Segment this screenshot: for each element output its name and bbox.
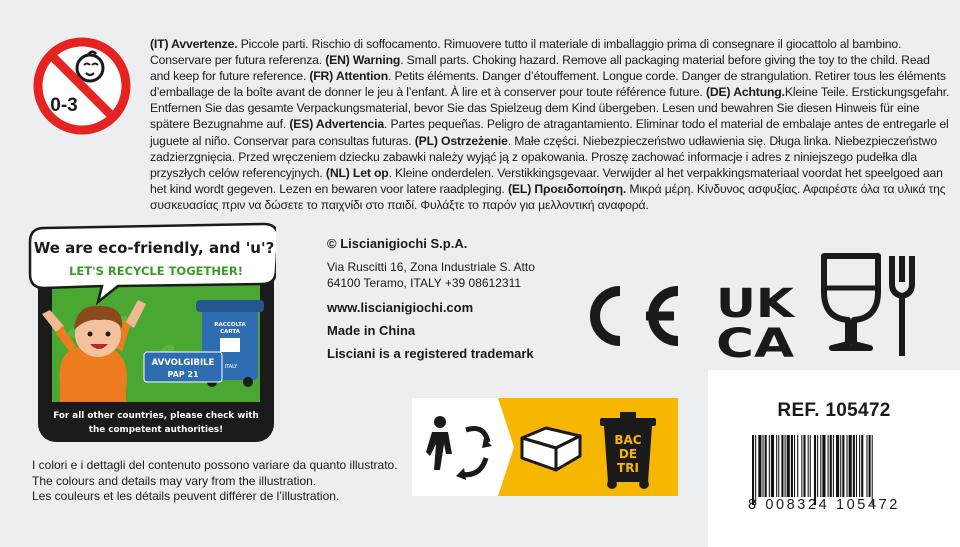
age-label: 0-3 xyxy=(50,95,78,116)
ukca-mark-icon xyxy=(716,283,796,359)
disclaimer-it: I colori e i dettagli del contenuto possono variare da quanto illustrato. xyxy=(32,458,398,472)
barcode-bar xyxy=(785,435,786,497)
barcode-bar xyxy=(872,435,873,505)
warning-lang-text: . Small parts. Choking hazard. Remove all packaging material before giving the toy to the child. Read and keep for future reference. xyxy=(150,53,930,84)
company-name: © Liscianigiochi S.p.A. xyxy=(327,236,468,251)
barcode-bar xyxy=(822,435,825,497)
barcode-bar xyxy=(856,435,857,497)
barcode-bar xyxy=(828,435,829,497)
barcode-bar xyxy=(765,435,767,497)
barcode-bar xyxy=(758,435,761,497)
warning-lang-label: (ES) Advertencia xyxy=(289,117,385,132)
disclaimer xyxy=(32,458,398,505)
barcode-bar xyxy=(755,435,756,505)
barcode-bar xyxy=(771,435,774,497)
barcode-bar xyxy=(817,435,818,497)
triman-bin-1: BAC xyxy=(614,433,642,447)
company-address-1: Via Ruscitti 16, Zona Industriale S. Atto xyxy=(327,260,535,274)
eco-tag-line1: AVVOLGIBILE xyxy=(151,358,215,368)
barcode-bar xyxy=(801,435,802,497)
warning-lang-text: . Kleine onderdelen. Verstikkingsgevaar. Verwijder al het verpakkingsmateriaal voordat het speelgoed aan het kind wordt gegeven. Lezen en bewaren voor latere raadpleging. xyxy=(150,165,943,196)
eco-footer-line2: the competent authorities! xyxy=(88,425,224,435)
eco-subhead: LET'S RECYCLE TOGETHER! xyxy=(69,264,243,278)
age-warning-icon xyxy=(32,36,132,136)
barcode-bar xyxy=(791,435,793,497)
warning-lang-label: (IT) Avvertenze. xyxy=(150,37,238,51)
barcode-bar xyxy=(830,435,832,497)
company-website[interactable]: www.liscianigiochi.com xyxy=(327,300,474,315)
barcode-bar xyxy=(842,435,844,497)
barcode-bar xyxy=(814,435,816,505)
company-info xyxy=(327,236,535,361)
barcode-bar xyxy=(853,435,855,497)
barcode-bar xyxy=(836,435,839,497)
ean-first-digit: 8 xyxy=(748,497,759,513)
eco-footer-line1: For all other countries, please check with xyxy=(53,411,259,421)
warning-lang-text: . Petits éléments. Danger d’étouffement. Longue corde. Danger de strangulation. Retirer tous les éléments d’emballage de la boîte avant de donner le jeu à l’enfant. À lire et à conserver pour toute référence future. xyxy=(150,69,946,100)
ean-number xyxy=(748,497,900,513)
barcode-bar xyxy=(833,435,834,497)
eco-friendly-panel xyxy=(26,222,276,444)
barcode-bar xyxy=(781,435,783,497)
barcode-bar xyxy=(869,435,871,497)
warning-lang-label: (PL) Ostrzeżenie xyxy=(414,133,508,148)
warning-lang-text: Piccole parti. Rischio di soffocamento. Rimuovere tutto il materiale di imballaggio prima di consegnare il giocattolo al bambino. Conservare per futura referenza. xyxy=(150,37,902,68)
barcode-bar xyxy=(859,435,860,497)
warning-lang-text: Kleine Teile. Erstickungsgefahr. Entfernen Sie das gesamte Verpackungsmaterial, bevor Sie das Spielzeug dem Kind übergeben. Lesen und bewahren Sie diesen Hinweis für eine spätere Bezugnahme auf. xyxy=(150,85,950,132)
barcode-bar xyxy=(794,435,795,497)
eco-tag-line2: PAP 21 xyxy=(167,370,199,379)
ce-mark-icon xyxy=(570,283,682,349)
made-in: Made in China xyxy=(327,323,416,338)
barcode-bar xyxy=(849,435,852,497)
product-code-block xyxy=(708,370,960,547)
disclaimer-en: The colours and details may vary from the illustration. xyxy=(32,473,317,488)
warning-lang-label: (NL) Let op xyxy=(325,165,389,180)
food-safe-icon xyxy=(820,252,922,360)
ukca-bottom: CA xyxy=(716,321,795,359)
barcode-bar xyxy=(847,435,848,497)
ean-group-1: 008324 xyxy=(765,497,830,513)
barcode-bar xyxy=(797,435,798,497)
warning-text xyxy=(150,36,952,213)
barcode-bar xyxy=(840,435,841,497)
warning-lang-label: (EL) Προειδοποίηση. xyxy=(508,181,627,196)
bin-label-3: ITALY xyxy=(224,364,238,370)
triman-bin-3: TRI xyxy=(617,461,639,475)
ean-group-2: 105472 xyxy=(835,497,900,513)
disclaimer-fr: Les couleurs et les détails peuvent différer de l’illustration. xyxy=(32,489,340,503)
product-ref: REF. 105472 xyxy=(777,400,891,421)
trademark-note: Lisciani is a registered trademark xyxy=(327,346,534,361)
warning-lang-label: (DE) Achtung. xyxy=(706,85,785,100)
barcode-bar xyxy=(808,435,809,497)
eco-headline: We are eco-friendly, and 'u'? xyxy=(33,239,275,257)
barcode-bar xyxy=(769,435,770,497)
barcode-bar xyxy=(787,435,790,497)
warning-lang-text: Μικρά μέρη. Κίνδυνος ασφυξίας. Αφαιρέστε όλα τα υλικά της συσκευασίας πριν να δώσετε το παιχνίδι στο παιδί. Φυλάξτε το παρόν για μελλοντική αναφορά. xyxy=(150,181,946,212)
company-address-2: 64100 Teramo, ITALY +39 08612311 xyxy=(327,276,522,290)
barcode-bar xyxy=(776,435,777,497)
warning-lang-text: . Małe części. Niebezpieczeństwo udławienia się. Długa linka. Niebezpieczeństwo zadzierzgnięcia. Przed wręczeniem dziecku zabawki należy wyjąć ją z opakowania. Proszę zachować informacje i adres z niniejszego pudełka dla przyszłych celów referencyjnych. xyxy=(150,133,937,180)
barcode-bar xyxy=(752,435,754,505)
barcode-bar xyxy=(866,435,867,497)
barcode-bar xyxy=(803,435,805,497)
barcode-bar xyxy=(820,435,821,497)
barcode-bar xyxy=(778,435,779,497)
bin-label-1: RACCOLTA xyxy=(214,322,246,328)
barcode-bar xyxy=(810,435,811,497)
warning-lang-label: (EN) Warning xyxy=(325,53,401,68)
triman-recycling-panel xyxy=(412,398,678,496)
bin-label-2: CARTA xyxy=(220,329,240,335)
triman-bin-2: DE xyxy=(618,447,638,461)
warning-lang-label: (FR) Attention xyxy=(309,69,388,84)
ukca-top: UK xyxy=(716,283,796,327)
warning-lang-text: . Partes pequeñas. Peligro de atragantamiento. Eliminar todo el material de embalaje antes de entregarle el juguete al niño. Conservar para consultas futuras. xyxy=(150,117,949,148)
barcode-bar xyxy=(861,435,863,497)
barcode-bar xyxy=(763,435,764,497)
recycle-bin-icon xyxy=(600,412,656,489)
